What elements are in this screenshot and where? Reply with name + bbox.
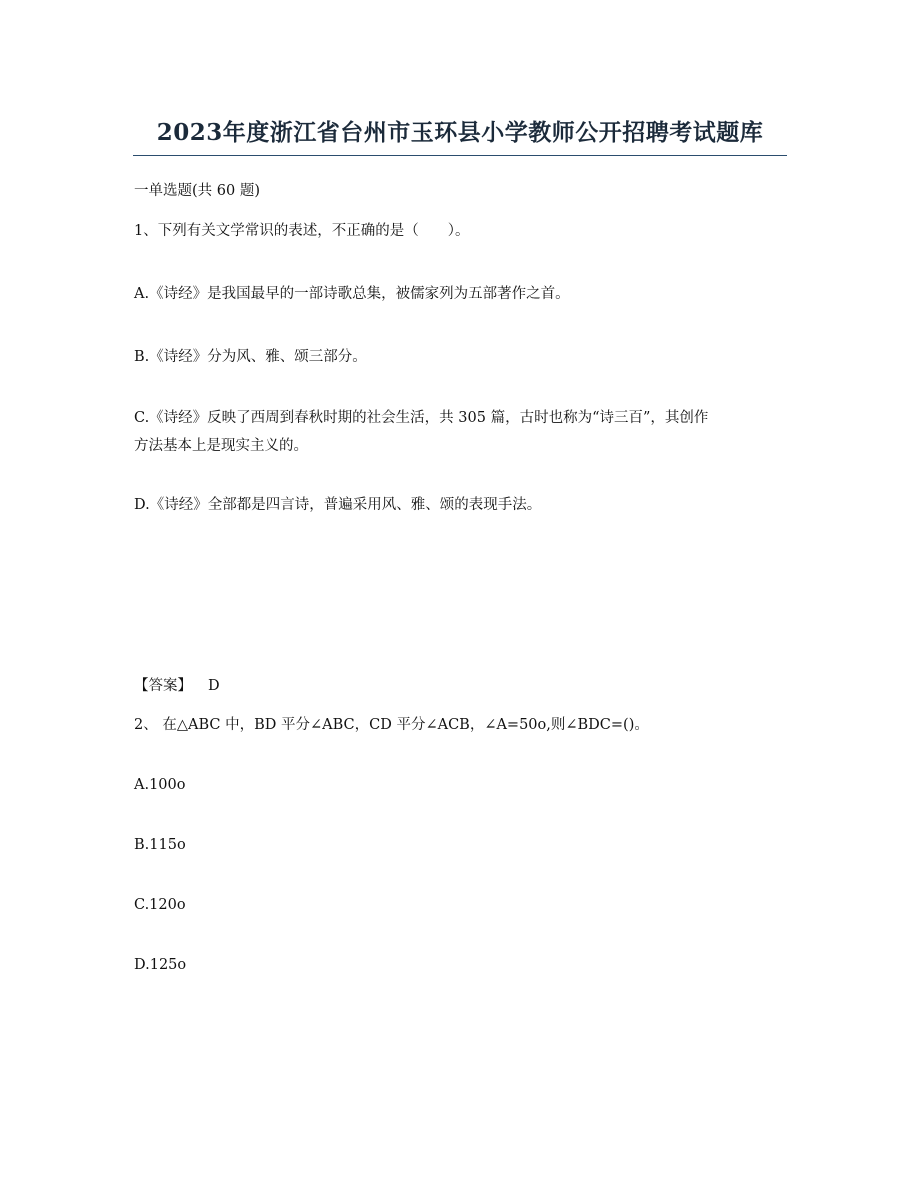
question-1-stem: 1、下列有关文学常识的表述，不正确的是（ ）。 [134, 223, 470, 239]
question-1-option-c-continued: 方法基本上是现实主义的。 [134, 438, 308, 454]
question-2-option-b: B.115o [134, 837, 186, 853]
question-1-option-a: A.《诗经》是我国最早的一部诗歌总集，被儒家列为五部著作之首。 [134, 286, 570, 302]
answer-value: D [208, 678, 220, 694]
question-1-option-b: B.《诗经》分为风、雅、颂三部分。 [134, 349, 367, 365]
question-1-option-d: D.《诗经》全部都是四言诗，普遍采用风、雅、颂的表现手法。 [134, 497, 542, 513]
page-title: 2023年度浙江省台州市玉环县小学教师公开招聘考试题库 [156, 119, 764, 146]
question-1-answer [134, 675, 220, 697]
section-heading: 一单选题(共 60 题) [134, 183, 260, 199]
question-1-option-c: C.《诗经》反映了西周到春秋时期的社会生活，共 305 篇，古时也称为“诗三百”，其创作 [134, 410, 709, 426]
question-2-option-c: C.120o [134, 897, 186, 913]
answer-label: 【答案】 [134, 678, 192, 694]
question-2-stem: 2、 在△ABC 中，BD 平分∠ABC，CD 平分∠ACB，∠A=50o,则∠BDC=()。 [134, 717, 649, 733]
question-2-option-d: D.125o [134, 957, 187, 973]
title-divider [133, 155, 787, 156]
question-2-option-a: A.100o [134, 777, 186, 793]
